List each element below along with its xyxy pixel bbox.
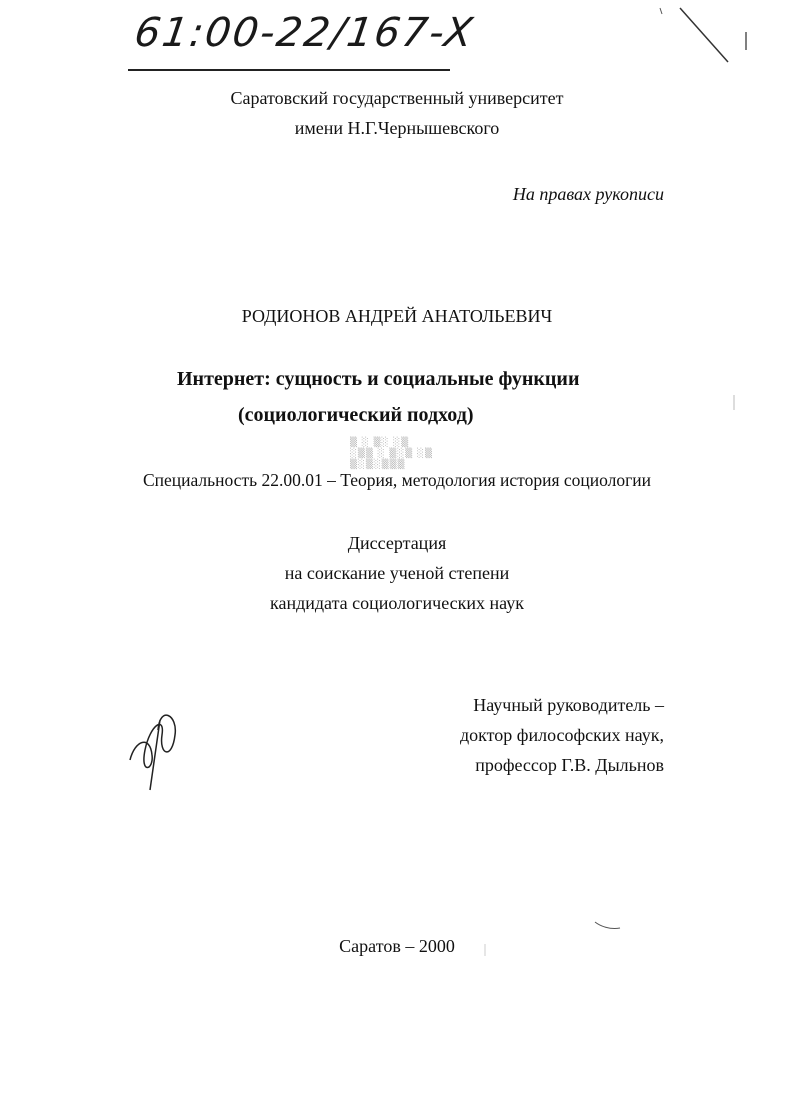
degree-block [0, 533, 794, 614]
university-line-2: имени Н.Г.Чернышевского [294, 118, 500, 138]
rights-note: На правах рукописи [512, 184, 664, 204]
corner-slash-mark [680, 8, 728, 62]
handwritten-catalog-number: 61:00-22/167-X [131, 10, 478, 56]
signature-scribble [130, 715, 175, 790]
supervisor-line-2: доктор философских наук, [460, 725, 664, 745]
author-name: РОДИОНОВ АНДРЕЙ АНАТОЛЬЕВИЧ [241, 306, 553, 326]
specialty: Специальность 22.00.01 – Теория, методология история социологии [142, 470, 652, 490]
supervisor-line-3: профессор Г.В. Дыльнов [475, 755, 664, 775]
university-line-1: Саратовский государственный университет [230, 88, 564, 108]
university-name [0, 88, 794, 139]
degree-line-1: Диссертация [347, 533, 447, 553]
corner-dot-mark [660, 8, 662, 14]
place-and-year: Саратов – 2000 [339, 936, 455, 956]
dissertation-title-line-1: Интернет: сущность и социальные функции [177, 368, 580, 390]
faded-library-stamp: ▒ ░ ▒░ ░▒ ░▒▒ ░ ▒░▒ ░▒ ▒░▒░▒▒▒ [350, 438, 433, 470]
pencil-mark [595, 922, 620, 929]
supervisor-line-1: Научный руководитель – [473, 695, 664, 715]
supervisor-block [460, 690, 664, 780]
dissertation-title-line-2: (социологический подход) [238, 404, 474, 426]
degree-line-3: кандидата социологических наук [270, 593, 524, 613]
degree-line-2: на соискание ученой степени [284, 563, 510, 583]
